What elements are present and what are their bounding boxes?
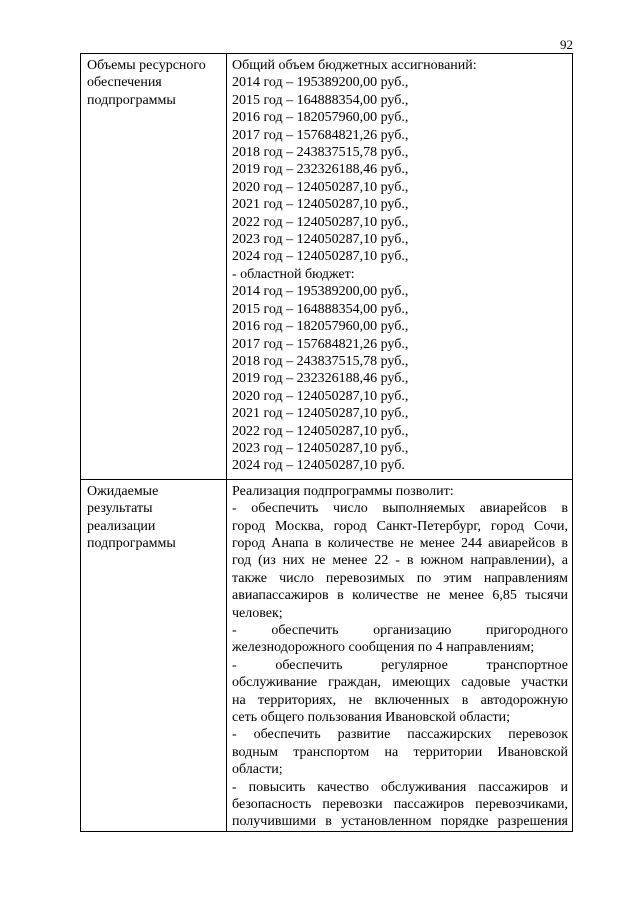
results-text-line: сеть общего пользования Ивановской области; <box>232 710 511 726</box>
budget-year-line: 2021 год – 124050287,10 руб., <box>232 197 409 213</box>
results-label-line: реализации <box>87 518 156 534</box>
resources-label-cell <box>81 54 227 480</box>
results-text-line: человек; <box>232 605 283 621</box>
results-text-line: безопасность перевозки пассажиров перевозчиками, <box>232 797 568 813</box>
regional-budget-year-line: 2024 год – 124050287,10 руб. <box>232 458 405 474</box>
budget-year-line: 2019 год – 232326188,46 руб., <box>232 162 409 178</box>
results-label-cell <box>81 479 227 831</box>
resources-label-line: Объемы ресурсного <box>87 58 206 73</box>
results-text-line: обслуживание граждан, имеющих садовые участки <box>232 675 568 691</box>
budget-total-heading: Общий объем бюджетных ассигнований: <box>232 58 477 73</box>
results-text-line: железнодорожного сообщения по 4 направлениям; <box>232 640 535 656</box>
budget-year-line: 2015 год – 164888354,00 руб., <box>232 92 409 108</box>
resources-label-line: обеспечения <box>87 75 162 91</box>
regional-budget-year-line: 2021 год – 124050287,10 руб., <box>232 406 409 422</box>
regional-budget-year-line: 2016 год – 182057960,00 руб., <box>232 319 409 335</box>
subprogram-passport-table <box>80 53 573 832</box>
budget-year-line: 2023 год – 124050287,10 руб., <box>232 232 409 248</box>
regional-budget-year-line: 2017 год – 157684821,26 руб., <box>232 336 409 352</box>
results-intro-line: Реализация подпрограммы позволит: <box>232 483 454 499</box>
regional-budget-year-line: 2018 год – 243837515,78 руб., <box>232 353 409 369</box>
results-text-line: получившими в установленном порядке разрешения <box>232 814 568 830</box>
results-text-line: - обеспечить организацию пригородного <box>232 623 568 638</box>
results-text-line: также число перевозимых по этим направлениям <box>232 570 568 586</box>
regional-budget-year-line: 2022 год – 124050287,10 руб., <box>232 423 409 439</box>
results-text-line: области; <box>232 762 283 778</box>
results-label-line: Ожидаемые <box>87 483 159 499</box>
regional-budget-year-line: 2014 год – 195389200,00 руб., <box>232 284 409 300</box>
resources-content-cell <box>227 54 573 480</box>
regional-budget-heading: - областной бюджет: <box>232 266 355 282</box>
regional-budget-year-line: 2015 год – 164888354,00 руб., <box>232 301 409 317</box>
budget-year-line: 2017 год – 157684821,26 руб., <box>232 127 409 143</box>
budget-year-line: 2016 год – 182057960,00 руб., <box>232 110 409 126</box>
results-text-line: водным транспортом на территории Ивановской <box>232 744 568 760</box>
budget-year-line: 2018 год – 243837515,78 руб., <box>232 145 409 161</box>
budget-year-line: 2024 год – 124050287,10 руб., <box>232 249 409 265</box>
results-label-line: подпрограммы <box>87 535 176 551</box>
results-text-line: город Москва, город Санкт-Петербург, город Сочи, <box>232 518 568 534</box>
results-text-line: город Анапа в количестве не менее 244 авиарейсов в <box>232 535 568 551</box>
regional-budget-year-line: 2019 год – 232326188,46 руб., <box>232 371 409 387</box>
table-row-resources <box>81 54 573 480</box>
results-content-cell <box>227 479 573 831</box>
results-label-line: результаты <box>87 501 153 517</box>
budget-year-line: 2022 год – 124050287,10 руб., <box>232 214 409 230</box>
budget-year-line: 2014 год – 195389200,00 руб., <box>232 75 409 91</box>
budget-year-line: 2020 год – 124050287,10 руб., <box>232 179 409 195</box>
results-text-line: - обеспечить развитие пассажирских перевозок <box>232 727 568 743</box>
results-text-line: - повысить качество обслуживания пассажиров и <box>232 779 568 795</box>
resources-label-line: подпрограммы <box>87 92 176 108</box>
results-text-line: - обеспечить число выполняемых авиарейсов в <box>232 501 568 517</box>
regional-budget-year-line: 2020 год – 124050287,10 руб., <box>232 388 409 404</box>
results-text-line: - обеспечить регулярное транспортное <box>232 657 568 673</box>
results-text-line: авиапассажиров в количестве не менее 6,85 тысячи <box>232 588 568 604</box>
results-text-line: на территориях, не включенных в автодорожную <box>232 692 568 708</box>
regional-budget-year-line: 2023 год – 124050287,10 руб., <box>232 440 409 456</box>
page-number: 92 <box>560 37 573 52</box>
results-text-line: год (из них не менее 22 - в южном направлении), а <box>232 553 568 569</box>
table-row-expected-results <box>81 479 573 831</box>
